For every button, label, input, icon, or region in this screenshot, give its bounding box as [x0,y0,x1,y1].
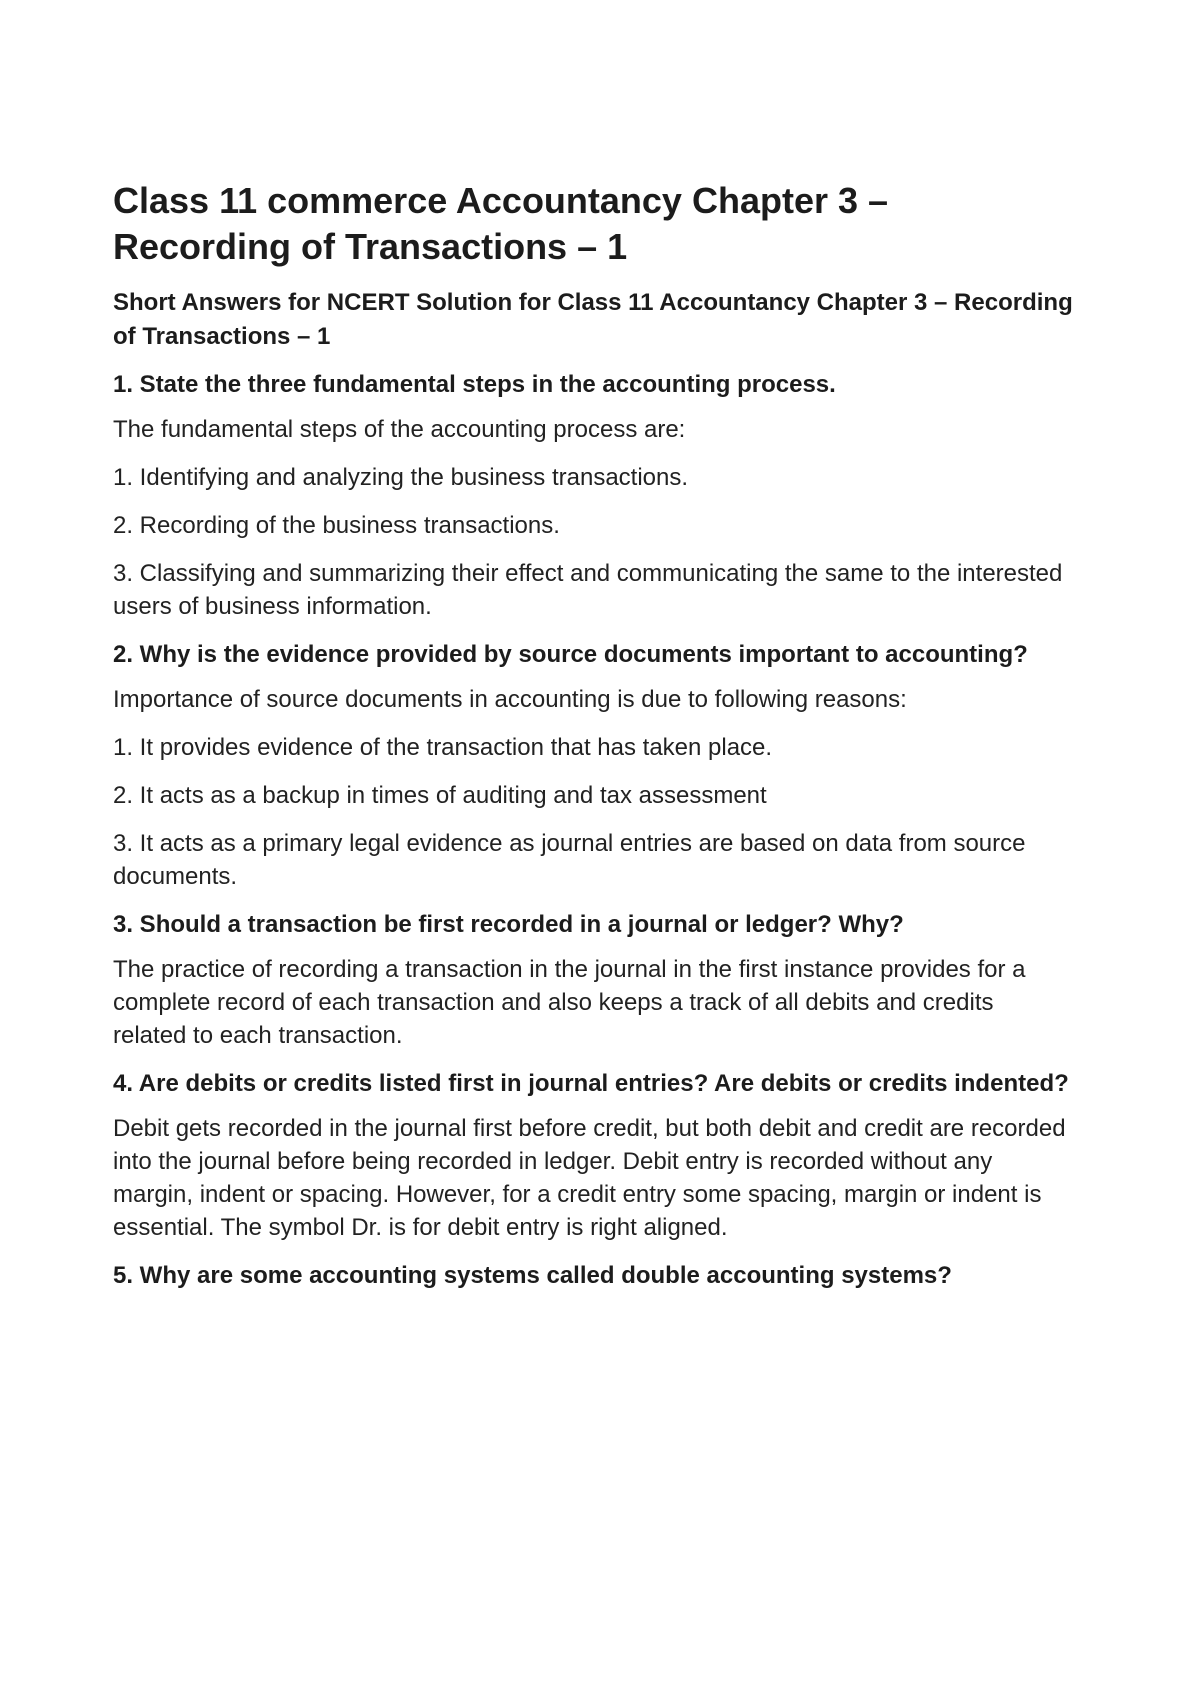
question-2: 2. Why is the evidence provided by source documents important to accounting? [113,641,1028,668]
document-subtitle: Short Answers for NCERT Solution for Class 11 Accountancy Chapter 3 – Recording of Transactions – 1 [113,289,1073,350]
question-3: 3. Should a transaction be first recorded in a journal or ledger? Why? [113,911,904,938]
answer-paragraph: 2. It acts as a backup in times of auditing and tax assessment [113,782,767,809]
qa-item-3 [113,908,1073,1052]
qa-item-5 [113,1259,1073,1292]
answer-paragraph: 1. It provides evidence of the transaction that has taken place. [113,734,773,761]
question-1: 1. State the three fundamental steps in the accounting process. [113,371,836,398]
question-5: 5. Why are some accounting systems called double accounting systems? [113,1262,952,1289]
qa-item-1 [113,368,1073,623]
qa-item-4 [113,1067,1073,1244]
answer-paragraph: 2. Recording of the business transactions. [113,512,560,539]
answer-paragraph: 3. It acts as a primary legal evidence as journal entries are based on data from source documents. [113,830,1026,890]
qa-item-2 [113,638,1073,893]
document-page [113,178,1073,1304]
document-title: Class 11 commerce Accountancy Chapter 3 – Recording of Transactions – 1 [113,180,889,267]
question-4: 4. Are debits or credits listed first in journal entries? Are debits or credits indented? [113,1070,1069,1097]
answer-paragraph: 1. Identifying and analyzing the business transactions. [113,464,689,491]
answer-paragraph: The fundamental steps of the accounting process are: [113,416,686,443]
answer-paragraph: 3. Classifying and summarizing their effect and communicating the same to the interested users of business information. [113,560,1063,620]
answer-paragraph: Debit gets recorded in the journal first before credit, but both debit and credit are recorded into the journal before being recorded in ledger. Debit entry is recorded without any margin, indent or spacing. However, for a credit entry some spacing, margin or indent is essential. The symbol Dr. is for debit entry is right aligned. [113,1115,1066,1241]
answer-paragraph: The practice of recording a transaction in the journal in the first instance provides for a complete record of each transaction and also keeps a track of all debits and credits related to each transaction. [113,956,1026,1049]
answer-paragraph: Importance of source documents in accounting is due to following reasons: [113,686,907,713]
